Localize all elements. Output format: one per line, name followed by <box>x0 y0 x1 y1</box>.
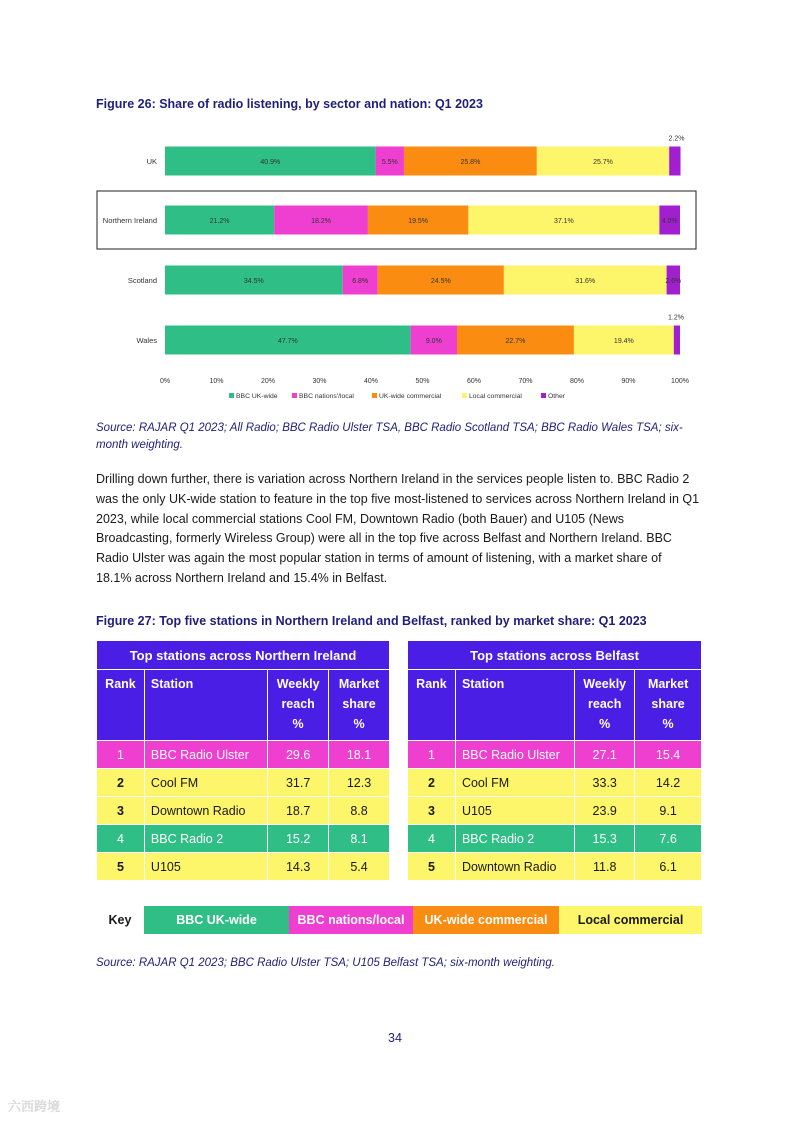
station-cell: BBC Radio Ulster <box>144 741 267 769</box>
page-number: 34 <box>388 1031 402 1045</box>
rank-cell: 1 <box>408 741 456 769</box>
color-key <box>96 906 702 934</box>
rank-cell: 3 <box>408 797 456 825</box>
bar-uk-other <box>669 147 680 176</box>
x-tick-label: 0% <box>159 378 171 385</box>
data-label: 2.2% <box>668 135 685 143</box>
data-label: 18.2% <box>311 218 331 225</box>
header-rank: Rank <box>97 670 145 741</box>
category-label-wales: Wales <box>136 336 157 345</box>
table-row <box>97 797 390 825</box>
x-tick-label: 100% <box>671 378 689 385</box>
legend-label-bbc-uk-wide: BBC UK-wide <box>236 393 278 400</box>
station-cell: Cool FM <box>144 769 267 797</box>
data-label: 31.6% <box>575 278 596 285</box>
share-cell: 8.1 <box>329 825 390 853</box>
share-cell: 9.1 <box>635 797 702 825</box>
share-cell: 15.4 <box>635 741 702 769</box>
key-label: Key <box>108 913 132 927</box>
rank-cell: 1 <box>97 741 145 769</box>
bar-wales-other <box>674 326 680 355</box>
reach-cell: 15.3 <box>575 825 635 853</box>
header-weekly-reach: Weekly reach % <box>268 670 329 741</box>
legend-swatch-local-commercial <box>462 393 467 398</box>
figure-27-source: Source: RAJAR Q1 2023; BBC Radio Ulster TSA; U105 Belfast TSA; six-month weighting. <box>96 957 555 969</box>
table-row <box>97 853 390 881</box>
rank-cell: 5 <box>97 853 145 881</box>
rank-cell: 4 <box>408 825 456 853</box>
legend-label-bbc-nations-local: BBC nations'/local <box>299 393 354 400</box>
legend-swatch-bbc-nations-local <box>292 393 297 398</box>
header-station: Station <box>144 670 267 741</box>
data-label: 25.8% <box>460 159 481 166</box>
reach-cell: 15.2 <box>268 825 329 853</box>
data-label: 19.5% <box>408 218 429 225</box>
reach-cell: 33.3 <box>575 769 635 797</box>
data-label: 25.7% <box>593 159 613 166</box>
rank-cell: 3 <box>97 797 145 825</box>
watermark-logo: 六西跨境 <box>8 1099 61 1114</box>
data-label: 34.5% <box>243 278 264 285</box>
data-label: 5.5% <box>381 159 398 166</box>
legend-swatch-bbc-uk-wide <box>229 393 234 398</box>
data-label: 22.7% <box>505 338 526 345</box>
data-label: 21.2% <box>209 218 230 225</box>
data-label: 4.0% <box>661 218 678 225</box>
data-label: 1.2% <box>668 314 684 322</box>
x-tick-label: 40% <box>363 378 379 385</box>
x-tick-label: 10% <box>209 378 224 385</box>
share-cell: 6.1 <box>635 853 702 881</box>
reach-cell: 14.3 <box>268 853 329 881</box>
table-northern-ireland <box>96 640 390 881</box>
header-station: Station <box>455 670 574 741</box>
table-row <box>408 797 702 825</box>
share-cell: 5.4 <box>329 853 390 881</box>
reach-cell: 29.6 <box>268 741 329 769</box>
share-cell: 12.3 <box>329 769 390 797</box>
data-label: 2.6% <box>665 278 682 285</box>
legend-label-local-commercial: Local commercial <box>469 393 522 400</box>
header-weekly-reach: Weekly reach % <box>575 670 635 741</box>
share-cell: 14.2 <box>635 769 702 797</box>
x-tick-label: 60% <box>466 378 482 385</box>
reach-cell: 31.7 <box>268 769 329 797</box>
data-label: 6.8% <box>352 278 369 285</box>
table-row <box>408 853 702 881</box>
table-title: Top stations across Northern Ireland <box>97 641 390 670</box>
key-local-commercial: Local commercial <box>559 906 702 934</box>
figure-26-source: Source: RAJAR Q1 2023; All Radio; BBC Radio Ulster TSA, BBC Radio Scotland TSA; BBC Radio Wales TSA; six-month weighting. <box>96 422 683 451</box>
reach-cell: 18.7 <box>268 797 329 825</box>
x-tick-label: 50% <box>415 378 430 385</box>
table-row <box>97 741 390 769</box>
key-uk-wide-commercial: UK-wide commercial <box>413 906 559 934</box>
reach-cell: 27.1 <box>575 741 635 769</box>
station-cell: Cool FM <box>455 769 574 797</box>
table-belfast <box>407 640 702 881</box>
x-tick-label: 90% <box>621 378 636 385</box>
table-row <box>408 825 702 853</box>
share-cell: 8.8 <box>329 797 390 825</box>
table-row <box>97 769 390 797</box>
x-tick-label: 70% <box>518 378 533 385</box>
station-cell: Downtown Radio <box>144 797 267 825</box>
key-bbc-nations-local: BBC nations/local <box>289 906 413 934</box>
station-cell: BBC Radio 2 <box>455 825 574 853</box>
rank-cell: 4 <box>97 825 145 853</box>
rank-cell: 2 <box>97 769 145 797</box>
table-row <box>408 741 702 769</box>
data-label: 9.0% <box>425 338 442 345</box>
rank-cell: 5 <box>408 853 456 881</box>
header-market-share: Market share % <box>635 670 702 741</box>
x-tick-label: 20% <box>260 378 276 385</box>
data-label: 37.1% <box>553 218 574 225</box>
station-cell: BBC Radio 2 <box>144 825 267 853</box>
figure-27-title: Figure 27: Top five stations in Northern Ireland and Belfast, ranked by market share: Q1 2023 <box>96 614 647 628</box>
legend-label-other: Other <box>548 393 565 400</box>
data-label: 47.7% <box>277 338 298 345</box>
legend-swatch-other <box>541 393 546 398</box>
category-label-uk: UK <box>146 157 157 166</box>
legend-label-uk-wide-commercial: UK-wide commercial <box>379 393 442 400</box>
station-cell: U105 <box>144 853 267 881</box>
data-label: 24.5% <box>430 278 451 285</box>
share-cell: 7.6 <box>635 825 702 853</box>
table-row <box>97 825 390 853</box>
table-title: Top stations across Belfast <box>408 641 702 670</box>
key-bbc-uk-wide: BBC UK-wide <box>144 906 289 934</box>
reach-cell: 23.9 <box>575 797 635 825</box>
x-tick-label: 30% <box>312 378 327 385</box>
data-label: 19.4% <box>613 338 634 345</box>
header-rank: Rank <box>408 670 456 741</box>
station-cell: U105 <box>455 797 574 825</box>
figure-26-title: Figure 26: Share of radio listening, by sector and nation: Q1 2023 <box>96 97 483 111</box>
body-paragraph: Drilling down further, there is variation across Northern Ireland in the services people listen to. BBC Radio 2 was the only UK-wide station to feature in the top five most-listened to services across Northern Ireland in Q1 2023, while local commercial stations Cool FM, Downtown Radio (both Bauer) and U105 (News Broadcasting, formerly Wireless Group) were all in the top five across Belfast and Northern Ireland. BBC Radio Ulster was again the most popular station in terms of amount of listening, with a market share of 18.1% across Northern Ireland and 15.4% in Belfast. <box>96 472 700 585</box>
legend-swatch-uk-wide-commercial <box>372 393 377 398</box>
station-cell: Downtown Radio <box>455 853 574 881</box>
share-cell: 18.1 <box>329 741 390 769</box>
rank-cell: 2 <box>408 769 456 797</box>
reach-cell: 11.8 <box>575 853 635 881</box>
x-tick-label: 80% <box>569 378 585 385</box>
table-row <box>408 769 702 797</box>
stacked-bar-chart <box>0 125 793 410</box>
data-label: 40.9% <box>260 159 281 166</box>
header-market-share: Market share % <box>329 670 390 741</box>
category-label-scotland: Scotland <box>127 276 157 285</box>
station-cell: BBC Radio Ulster <box>455 741 574 769</box>
category-label-northern-ireland: Northern Ireland <box>102 216 157 225</box>
